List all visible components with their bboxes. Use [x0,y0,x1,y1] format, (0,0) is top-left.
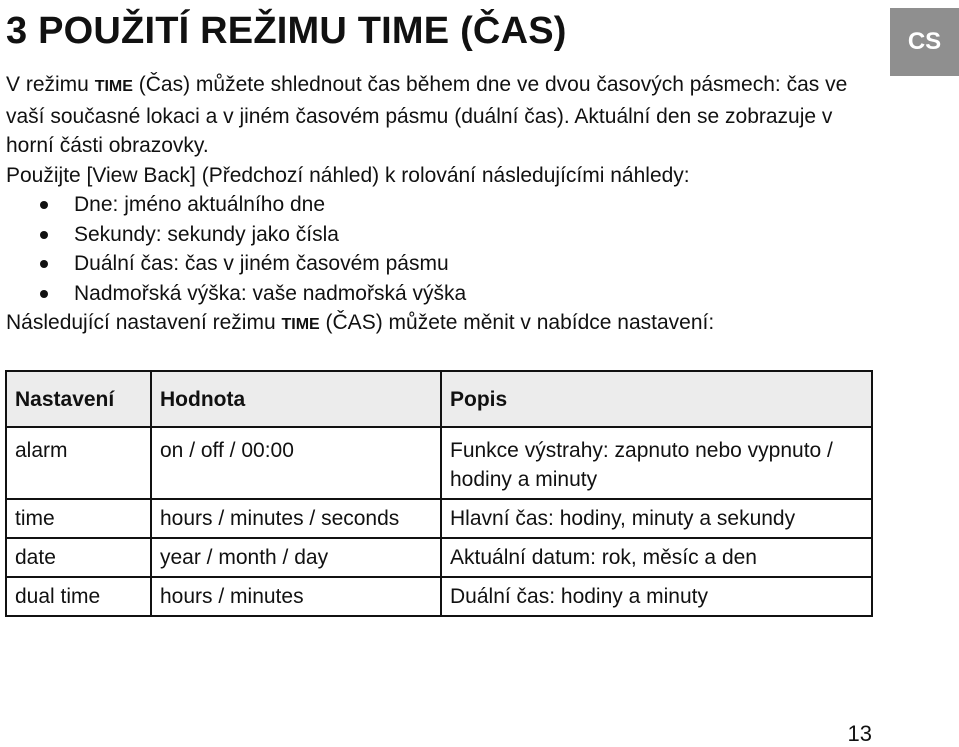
view-back-paragraph: Použijte [View Back] (Předchozí náhled) k rolování následujícími náhledy: [6,163,690,187]
cell-setting: date [6,538,151,577]
settings-intro-before: Následující nastavení režimu [6,311,282,334]
table-header-row [6,371,872,427]
intro-paragraph [6,70,876,161]
header-value: Hodnota [151,371,441,427]
list-item-text: Duální čas: čas v jiném časovém pásmu [74,252,449,275]
bullet-icon [40,290,48,298]
intro-text-before: V režimu [6,73,95,96]
table-row [6,499,872,538]
cell-description: Aktuální datum: rok, měsíc a den [441,538,872,577]
intro-text-after: (Čas) můžete shlednout čas během dne ve dvou časových pásmech: čas ve vaší současné lokaci a v jiném časovém pásmu (duální čas). Aktuální den se zobrazuje v horní části obrazovky. [6,73,848,157]
language-tab: CS [890,8,959,76]
mode-name: TIME [94,78,133,95]
mode-name: TIME [281,316,320,333]
cell-setting: time [6,499,151,538]
cell-description: Hlavní čas: hodiny, minuty a sekundy [441,499,872,538]
settings-table [5,370,873,617]
header-setting: Nastavení [6,371,151,427]
settings-intro-paragraph [6,308,876,340]
list-item-text: Sekundy: sekundy jako čísla [74,222,339,246]
list-item [6,190,876,220]
cell-setting: alarm [6,427,151,499]
table-row [6,538,872,577]
cell-setting: dual time [6,577,151,616]
list-item [6,220,876,250]
cell-value: year / month / day [151,538,441,577]
table-row [6,427,872,499]
views-list [6,190,876,308]
bullet-icon [40,231,48,239]
cell-value: on / off / 00:00 [151,427,441,499]
bullet-icon [40,201,48,209]
list-item-text: Dne: jméno aktuálního dne [74,193,326,216]
cell-description: Funkce výstrahy: zapnuto nebo vypnuto / hodiny a minuty [441,427,872,499]
list-item [6,279,876,309]
table-row [6,577,872,616]
cell-description: Duální čas: hodiny a minuty [441,577,872,616]
body-text [6,70,876,340]
bullet-icon [40,260,48,268]
cell-value: hours / minutes / seconds [151,499,441,538]
settings-intro-after: (ČAS) můžete měnit v nabídce nastavení: [319,311,715,334]
header-description: Popis [441,371,872,427]
cell-value: hours / minutes [151,577,441,616]
page-number: 13 [847,721,872,746]
list-item [6,249,876,279]
list-item-text: Nadmořská výška: vaše nadmořská výška [74,281,467,305]
page-title: 3 POUŽITÍ REŽIMU TIME (ČAS) [6,10,567,52]
